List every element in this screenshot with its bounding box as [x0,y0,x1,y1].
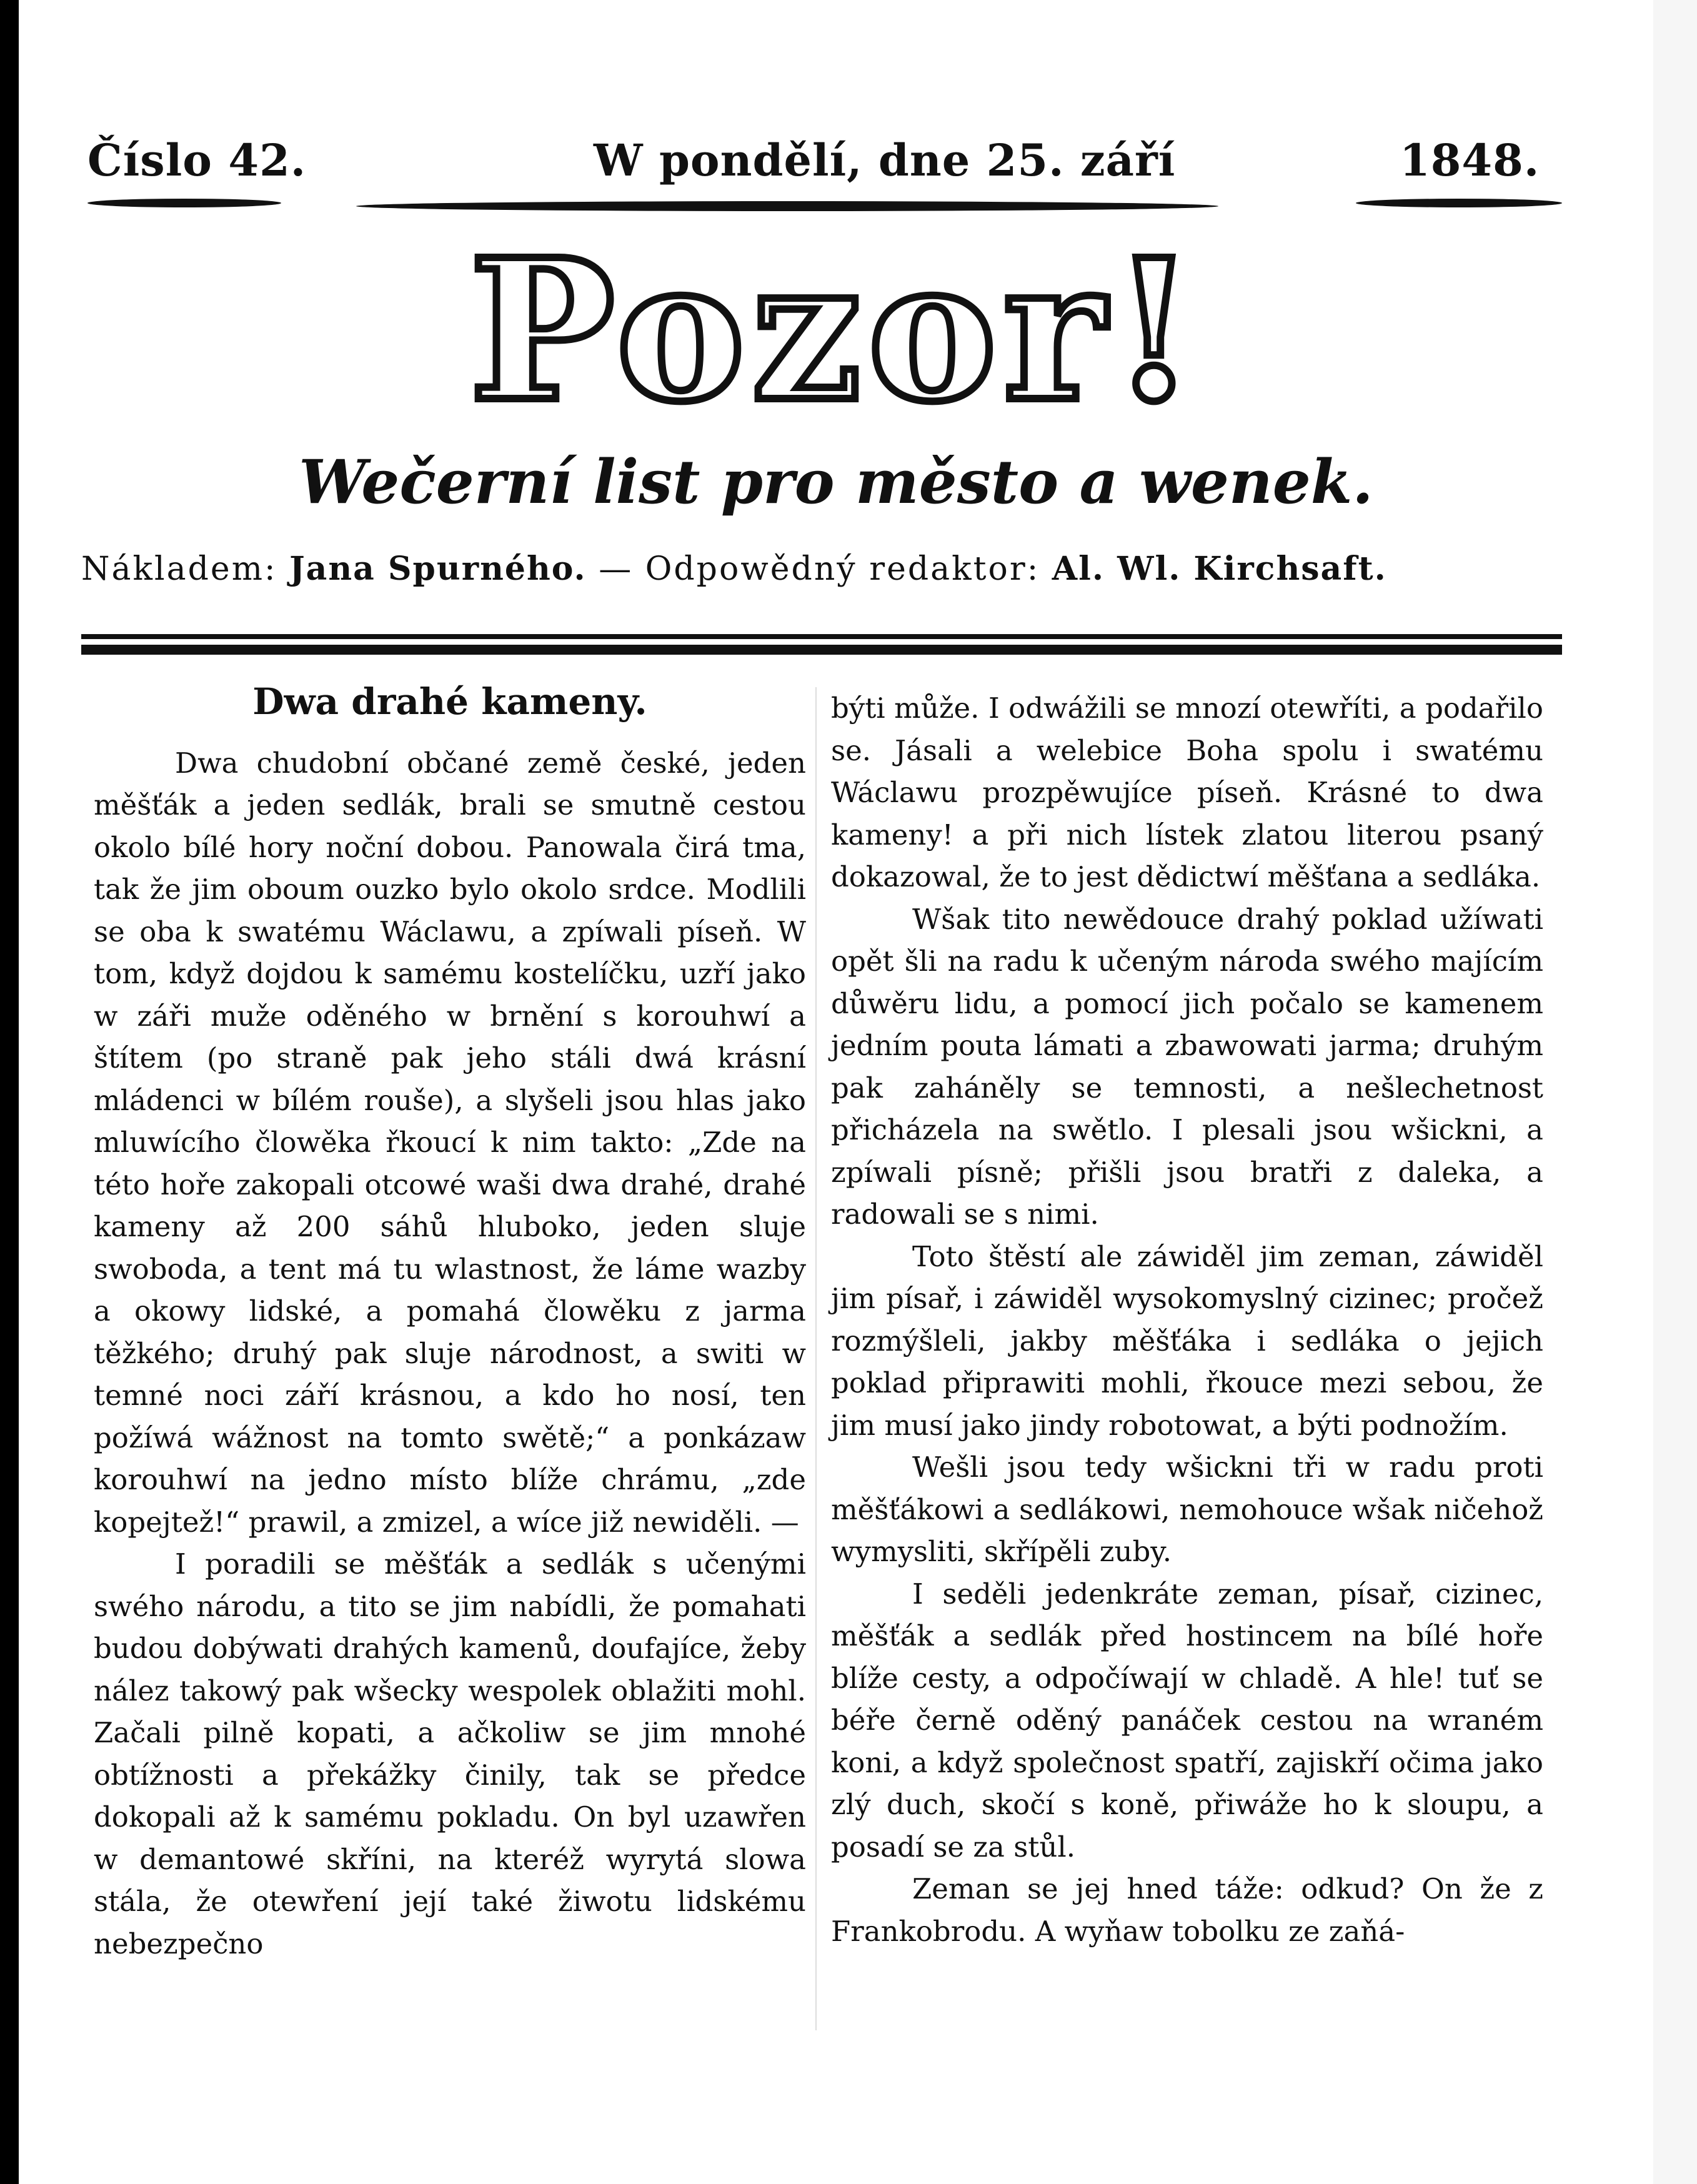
editor-label: Odpowědný redaktor: [645,550,1040,588]
article-paragraph: býti může. I odwážili se mnozí otewříti, a podařilo se. Jásali a welebice Boha spolu i swatému Wáclawu prozpěwujíce píseň. Krásné to dwa kameny! a při nich lístek zlatou literou psaný dokazowal, že to jest dědictwí měšťana a sedláka. [831,692,1543,893]
issue-number: Číslo 42. [87,134,307,186]
credits-dash: — [599,550,634,588]
adjacent-page-edge [1653,0,1697,2184]
article-paragraph: Dwa chudobní občané země české, jeden měšťák a jeden sedlák, brali se smutně cestou okolo bílé hory noční dobou. Panowala čirá tma, tak že jim oboum ouzko bylo okolo srdce. Modlili se oba k swatému Wáclawu, a zpíwali píseň. W tom, když dojdou k samému kostelíčku, uzří jako w záři muže oděného w brnění s korouhwí a štítem (po straně pak jeho stáli dwá krásní mládenci w bílém rouše), a slyšeli jsou hlas jako mluwícího člowěka řkoucí k nim takto: „Zde na této hoře zakopali otcowé waši dwa drahé, drahé kameny až 200 sáhů hluboko, jeden sluje swoboda, a tent má tu wlastnost, že láme wazby a okowy lidské, a pomahá člowěku z jarma těžkého; druhý pak sluje národnost, a switi w temné noci září krásnou, a kdo ho nosí, ten požíwá wážnost na tomto swětě;“ a ponkázaw korouhwí na jedno místo blíže chrámu, „zde kopejtež!“ prawil, a zmizel, a wíce již newiděli. — [94,746,806,1539]
newspaper-page [19,0,1653,2184]
article-paragraph: I poradili se měšťák a sedlák s učenými swého národu, a tito se jim nabídli, že pomahati budou dobýwati drahých kamenů, doufajíce, žeby nález takowý pak wšecky wespolek oblažiti mohl. Začali pilně kopati, a ačkoliw se jim mnohé obtížnosti a překážky činily, tak se předce dokopali až k samému pokladu. On byl uzawřen w demantowé skříni, na kteréž wyrytá slowa stála, že otewření její také žiwotu lidskému nebezpečno [94,1547,806,1960]
masthead-subtitle: Wečerní list pro město a wenek. [299,447,1373,517]
article-paragraph: Wešli jsou tedy wšickni tři w radu proti měšťákowi a sedlákowi, nemohouce wšak ničehož wymysliti, skřípěli zuby. [831,1451,1543,1568]
article-paragraph: Zeman se jej hned táže: odkud? On že z Frankobrodu. A wyňaw tobolku ze zaňá- [831,1872,1543,1948]
credits-line [81,550,1581,588]
article-right-column [831,687,1543,1952]
editor-name: Al. Wl. Kirchsaft. [1052,550,1387,588]
column-divider [815,687,817,2030]
masthead-title: Pozor! [469,217,1203,445]
issue-date: W pondělí, dne 25. září [594,134,1176,186]
header-rule-top [81,634,1562,639]
header-rule-bottom [81,645,1562,655]
issue-underline [87,199,281,207]
article-paragraph: Toto štěstí ale záwiděl jim zeman, záwiděl jim písař, i záwiděl wysokomyslný cizinec; pročež rozmýšleli, jakby měšťáka i sedláka o jejich poklad připrawiti mohli, řkouce mezi sebou, že jim musí jako jindy robotowat, a býti podnožím. [831,1239,1543,1442]
publisher-name: Jana Spurného. [289,550,587,588]
article-left-column [94,681,806,1965]
publisher-label: Nákladem: [81,550,277,588]
year-underline [1356,199,1562,207]
date-underline [356,201,1218,211]
article-paragraph: I seděli jedenkráte zeman, písař, cizinec, měšťák a sedlák před hostincem na bílé hoře blíže cesty, a odpočíwají w chladě. A hle! tuť se béře černě oděný panáček cestou na wraném koni, a když společnost spatří, zajiskří očima jako zlý duch, skočí s koně, přiwáže ho k sloupu, a posadí se za stůl. [831,1577,1543,1864]
article-title: Dwa drahé kameny. [252,680,647,723]
article-paragraph: Wšak tito newědouce drahý poklad užíwati opět šli na radu k učeným národa swého majícím důwěru lidu, a pomocí jich počalo se kamenem jedním pouta lámati a zbawowati jarma; druhým pak zaháněly se temnosti, a nešlechetnost přicházela na swětlo. I plesali jsou wšickni, a zpíwali písně; přišli jsou bratři z daleka, a radowali se s nimi. [831,902,1543,1231]
issue-year: 1848. [1400,134,1540,186]
